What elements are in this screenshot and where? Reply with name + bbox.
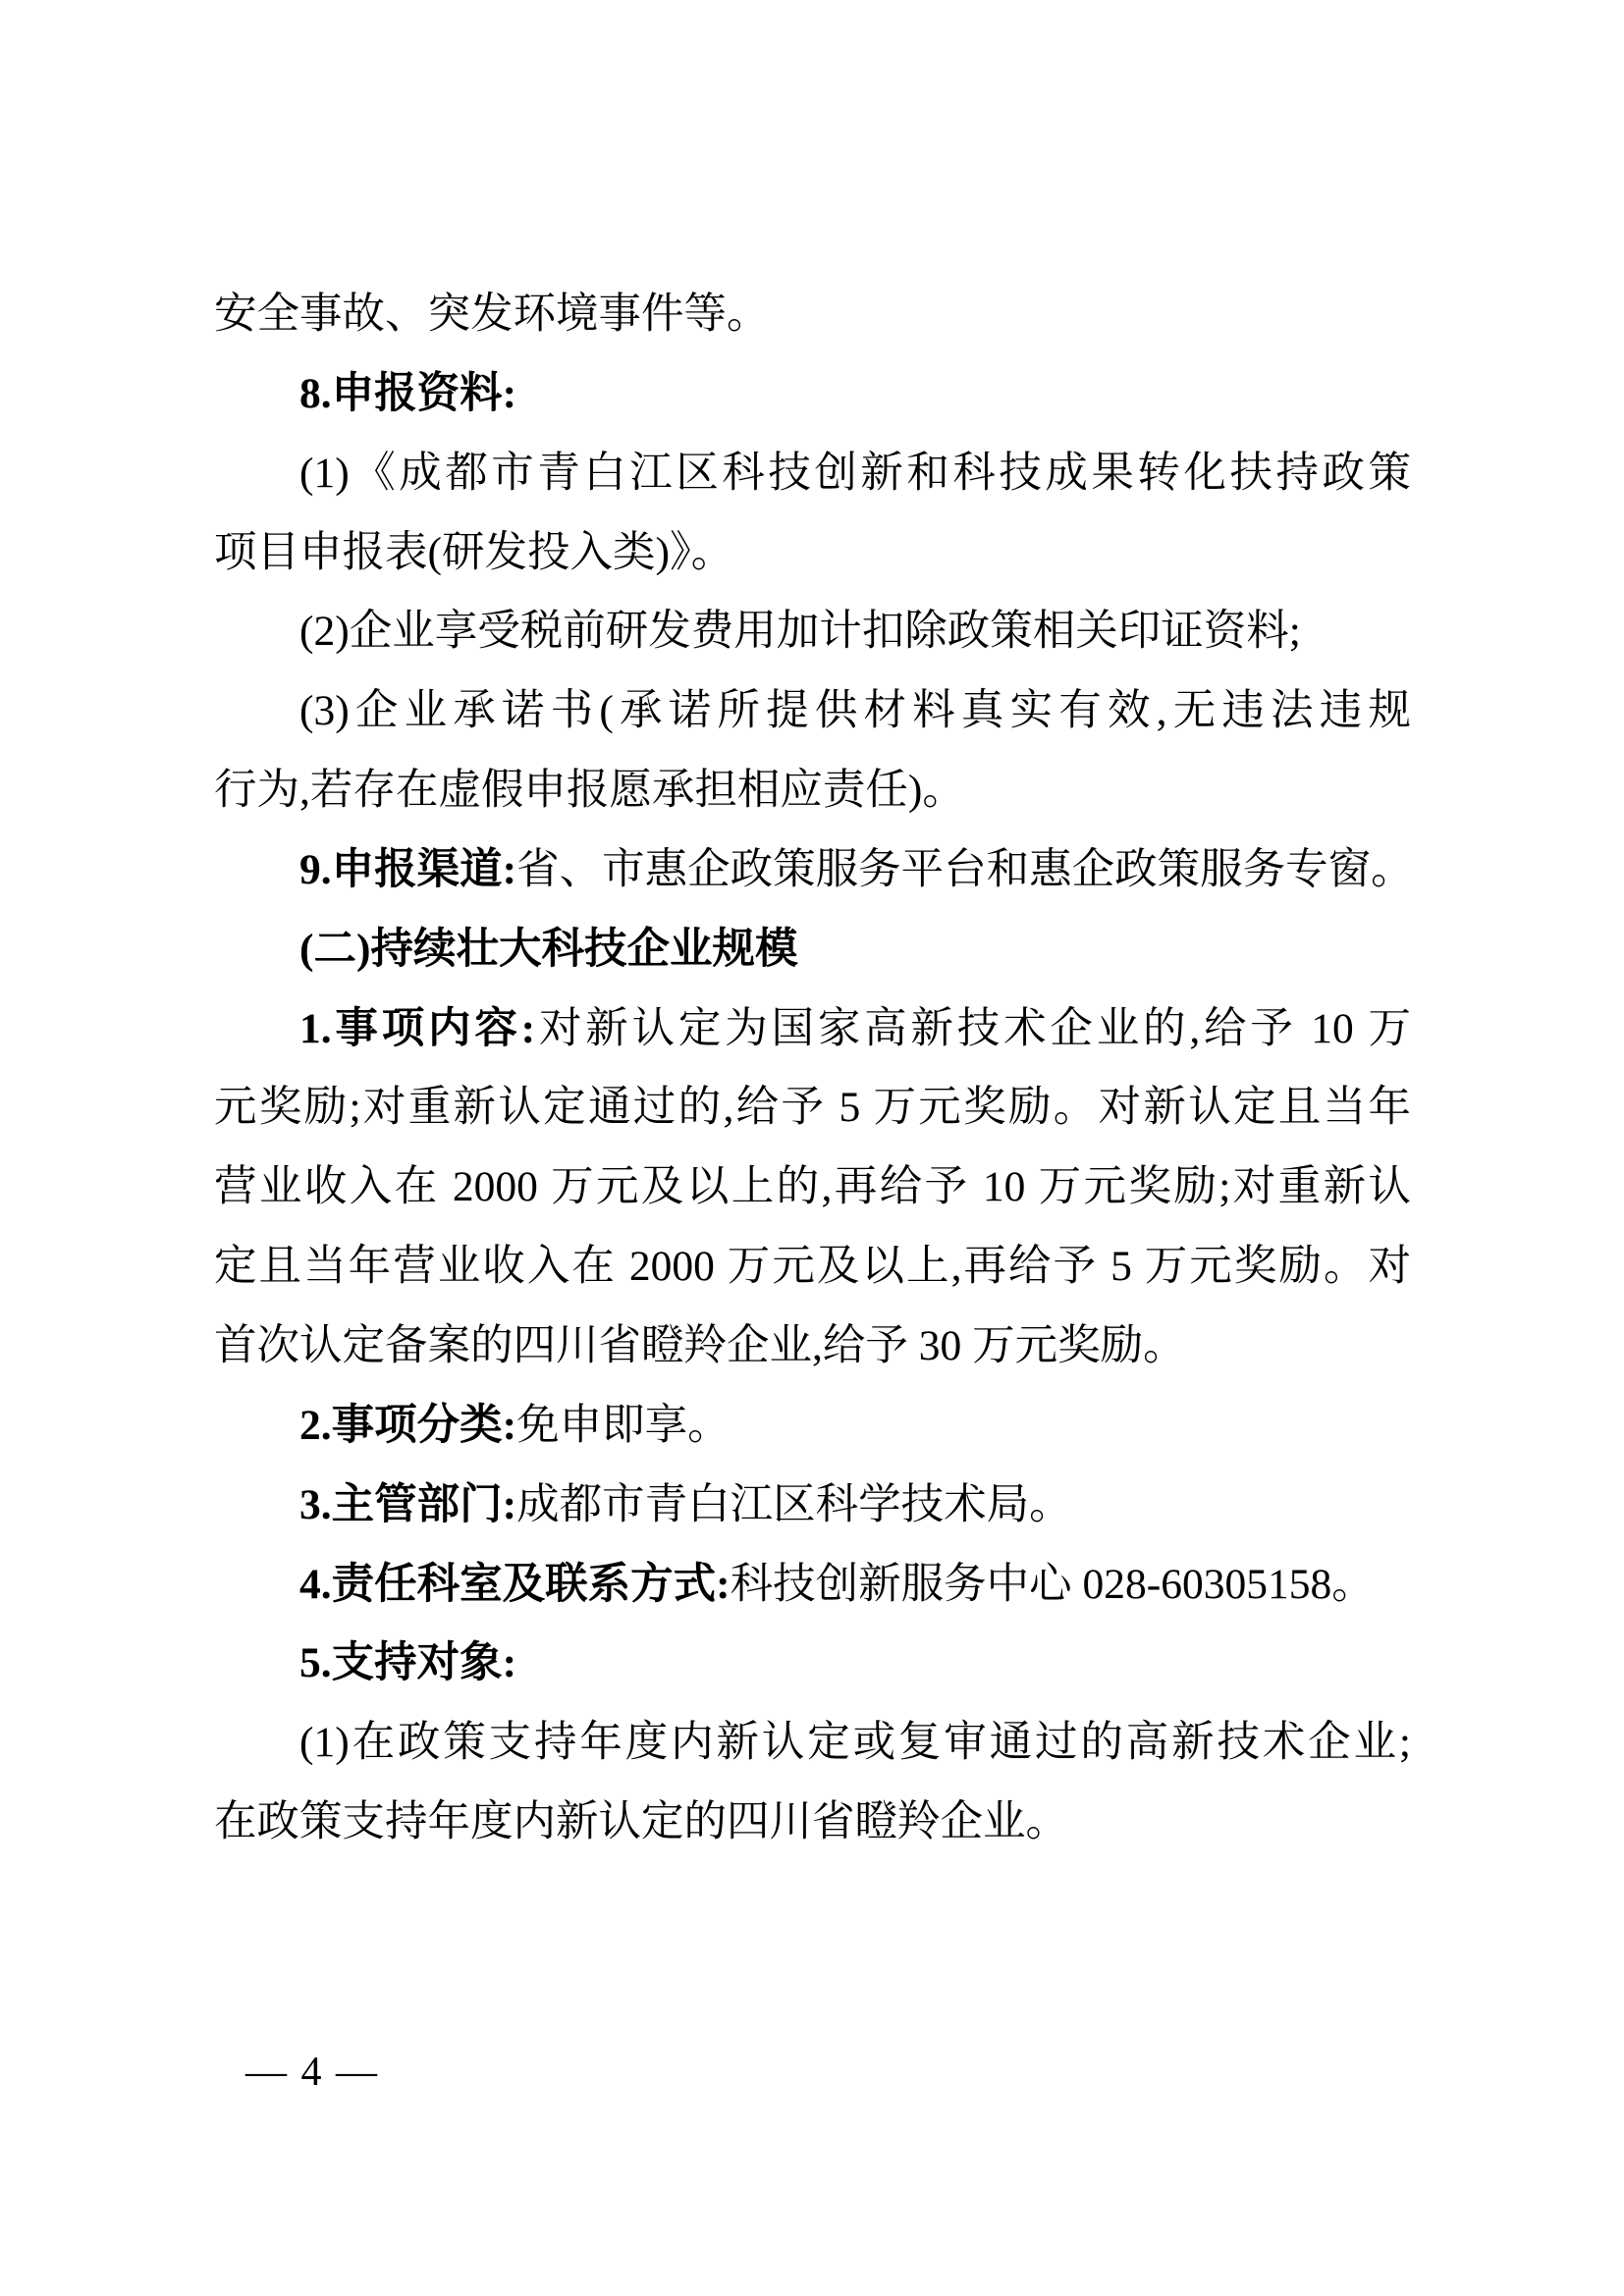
line-text: 营业收入在 2000 万元及以上的,再给予 10 万元奖励;对重新认 (214, 1163, 1411, 1211)
doc-line (214, 671, 1411, 751)
line-text: (1)《成都市青白江区科技创新和科技成果转化扶持政策 (299, 449, 1411, 497)
text-block (214, 275, 1414, 1862)
line-text: 项目申报表(研发投入类)》。 (214, 528, 734, 576)
line-text: 在政策支持年度内新认定的四川省瞪羚企业。 (214, 1798, 1068, 1846)
line-bold-label: 4.责任科室及联系方式: (299, 1560, 731, 1608)
doc-line-section-3 (214, 1466, 1411, 1545)
doc-line-section-1 (214, 989, 1411, 1069)
doc-line (214, 592, 1411, 671)
doc-line-heading-2 (214, 910, 1411, 989)
line-bold-label: 3.主管部门: (299, 1480, 517, 1528)
doc-line-section-9 (214, 830, 1414, 910)
line-bold-label: 5.支持对象: (299, 1639, 517, 1687)
doc-line (214, 513, 1411, 593)
page-number: — 4 — (245, 2050, 379, 2095)
line-text: 省、市惠企政策服务平台和惠企政策服务专窗。 (516, 845, 1414, 893)
line-text: 定且当年营业收入在 2000 万元及以上,再给予 5 万元奖励。对 (214, 1243, 1411, 1291)
doc-line (214, 1783, 1411, 1862)
doc-line (214, 751, 1411, 830)
line-text: (3)企业承诺书(承诺所提供材料真实有效,无违法违规 (299, 687, 1411, 735)
doc-line-section-8 (214, 354, 1411, 434)
line-text: (1)在政策支持年度内新认定或复审通过的高新技术企业; (299, 1719, 1411, 1767)
line-text: 免申即享。 (516, 1401, 731, 1449)
line-text: (2)企业享受税前研发费用加计扣除政策相关印证资料; (299, 608, 1301, 656)
doc-line (214, 275, 1411, 354)
line-bold-label: (二)持续壮大科技企业规模 (299, 925, 798, 973)
line-bold-label: 8.申报资料: (299, 369, 517, 417)
doc-line-section-2 (214, 1386, 1411, 1466)
line-text: 对新认定为国家高新技术企业的,给予 10 万 (535, 1004, 1411, 1052)
line-text: 行为,若存在虚假申报愿承担相应责任)。 (214, 767, 965, 815)
line-text: 成都市青白江区科学技术局。 (516, 1480, 1072, 1528)
doc-line-section-5 (214, 1624, 1411, 1703)
doc-line (214, 434, 1411, 513)
line-text: 元奖励;对重新认定通过的,给予 5 万元奖励。对新认定且当年 (214, 1084, 1411, 1132)
line-bold-label: 1.事项内容: (299, 1004, 536, 1052)
line-bold-label: 9.申报渠道: (299, 845, 517, 893)
doc-line-section-4 (214, 1545, 1411, 1625)
line-text: 科技创新服务中心 028-60305158。 (730, 1560, 1375, 1608)
doc-line (214, 1068, 1411, 1148)
doc-line (214, 1227, 1411, 1307)
doc-line (214, 1148, 1411, 1227)
doc-line (214, 1307, 1411, 1386)
line-text: 首次认定备案的四川省瞪羚企业,给予 30 万元奖励。 (214, 1321, 1186, 1369)
line-text: 安全事故、突发环境事件等。 (214, 291, 770, 338)
doc-line (214, 1703, 1411, 1783)
line-bold-label: 2.事项分类: (299, 1401, 517, 1449)
